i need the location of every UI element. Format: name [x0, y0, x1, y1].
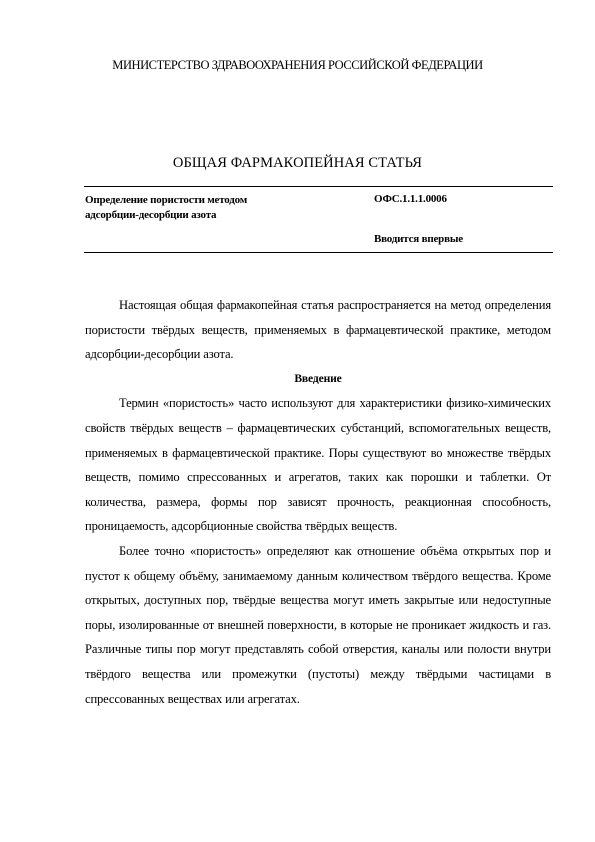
section-heading: Введение [294, 371, 342, 385]
article-code: ОФС.1.1.1.0006 [374, 193, 447, 205]
document-type-title: ОБЩАЯ ФАРМАКОПЕЙНАЯ СТАТЬЯ [172, 155, 423, 171]
header-bottom-rule [84, 252, 553, 253]
body-paragraph-2: Более точно «пористость» определяют как отношение объёма открытых пор и пустот к общему объёму, занимаемому данным количеством твёрдого вещества. Кроме открытых, доступных пор, твёрдые вещества могут иметь закрытые или недоступные поры, изолированные от внешней поверхности, в которые не проникает жидкость и газ. Различные типы пор могут представлять собой отверстия, каналы или полости внутри твёрдого вещества или промежутки (пустоты) между твёрдыми частицами в спрессованных веществах или агрегатах. [85, 543, 551, 706]
document-body [85, 293, 551, 711]
article-name-line-2: адсорбции-десорбции азота [85, 209, 217, 221]
article-status: Вводится впервые [374, 233, 463, 245]
article-name-line-1: Определение пористости методом [85, 194, 248, 206]
intro-paragraph: Настоящая общая фармакопейная статья распространяется на метод определения пористости твёрдых веществ, применяемых в фармацевтической практике, методом адсорбции-десорбции азота. [85, 298, 551, 362]
article-name [85, 193, 335, 223]
ministry-header: МИНИСТЕРСТВО ЗДРАВООХРАНЕНИЯ РОССИЙСКОЙ ФЕДЕРАЦИИ [112, 58, 483, 72]
body-paragraph-1: Термин «пористость» часто используют для характеристики физико-химических свойств твёрдых веществ – фармацевтических субстанций, вспомогательных веществ, применяемых в фармацевтической практике. Поры существуют во множестве твёрдых веществ, помимо спрессованных и агрегатов, таких как порошки и таблетки. От количества, размера, формы пор зависят прочность, реакционная способность, проницаемость, адсорбционные свойства твёрдых веществ. [85, 396, 551, 534]
header-top-rule [84, 186, 553, 187]
